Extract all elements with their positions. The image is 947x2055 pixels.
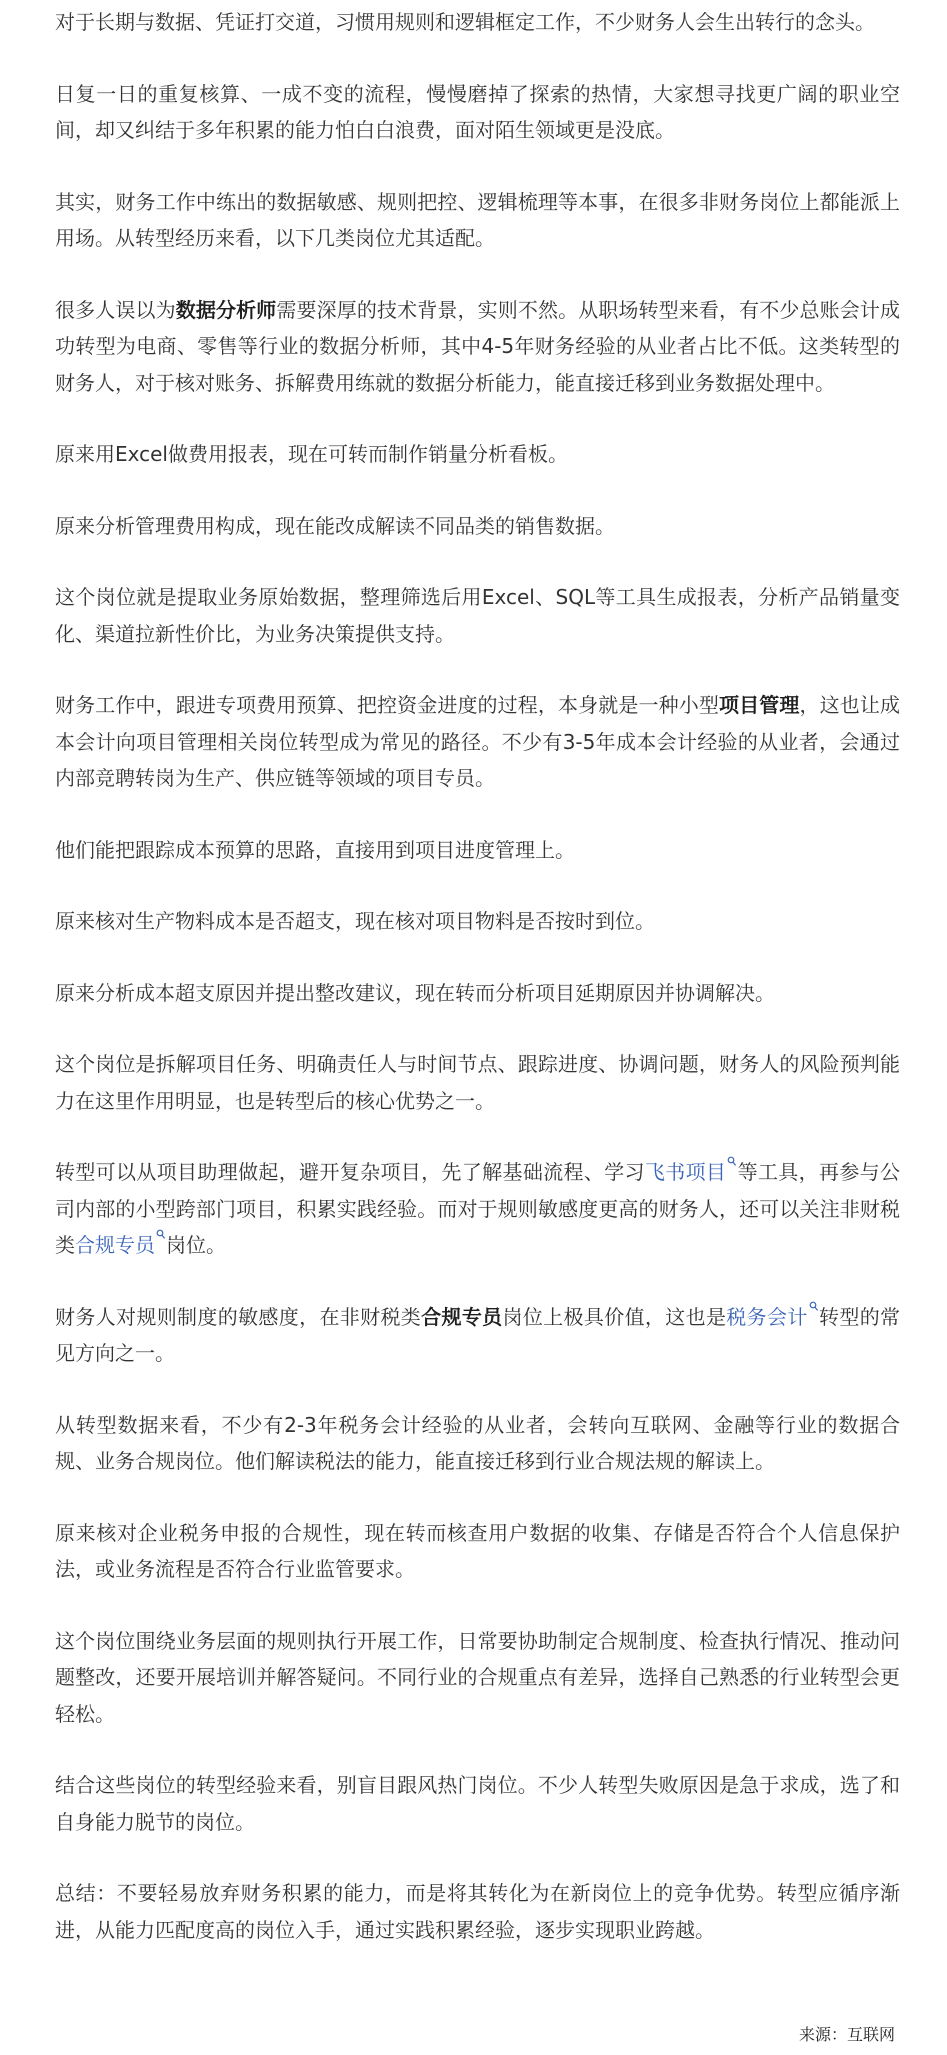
search-icon xyxy=(156,1229,166,1241)
paragraph-data-analyst xyxy=(55,292,900,402)
text-segment: 等工具，再参与公司内部的小型跨部门项目，积累实践经验。而对于规则敏感度更高的财务人，还可以关注非财税类 xyxy=(55,1160,901,1257)
text-segment: 需要深厚的技术背景，实则不然。从职场转型来看，有不少总账会计成功转型为电商、零售等行业的数据分析师，其中4-5年财务经验的从业者占比不低。这类转型的财务人，对于核对账务、拆解费用练就的数据分析能力，能直接迁移到业务数据处理中。 xyxy=(55,297,901,395)
paragraph-intro: 对于长期与数据、凭证打交道，习惯用规则和逻辑框定工作，不少财务人会生出转行的念头。 xyxy=(55,10,875,34)
paragraph-tax-transition: 从转型数据来看，不少有2-3年税务会计经验的从业者，会转向互联网、金融等行业的数据合规、业务合规岗位。他们解读税法的能力，能直接迁移到行业合规法规的解读上。 xyxy=(55,1412,900,1473)
text-segment: 岗位上极具价值，这也是 xyxy=(502,1304,727,1329)
search-icon xyxy=(727,1156,737,1168)
text-segment: 很多人误以为 xyxy=(55,297,176,322)
paragraph-pm-role: 这个岗位是拆解项目任务、明确责任人与时间节点、跟踪进度、协调问题，财务人的风险预判能力在这里作用明显，也是转型后的核心优势之一。 xyxy=(55,1052,900,1113)
source-credit: 来源：互联网 xyxy=(798,2025,895,2044)
text-segment: ，这也让成本会计向项目管理相关岗位转型成为常见的路径。不少有3-5年成本会计经验的从业者，会通过内部竞聘转岗为生产、供应链等领域的项目专员。 xyxy=(55,693,901,790)
paragraph-material-example: 原来核对生产物料成本是否超支，现在核对项目物料是否按时到位。 xyxy=(55,909,655,933)
paragraph-skills: 其实，财务工作中练出的数据敏感、规则把控、逻辑梳理等本事，在很多非财务岗位上都能派上用场。从转型经历来看，以下几类岗位尤其适配。 xyxy=(55,189,900,250)
paragraph-budget-tracking: 他们能把跟踪成本预算的思路，直接用到项目进度管理上。 xyxy=(55,837,575,862)
text-segment: 财务工作中，跟进专项费用预算、把控资金进度的过程，本身就是一种小型 xyxy=(55,693,720,717)
text-segment: 岗位。 xyxy=(166,1233,226,1257)
paragraph-project-management xyxy=(55,687,900,797)
link-tax-accountant[interactable] xyxy=(726,1305,818,1329)
paragraph-excel-example: 原来用Excel做费用报表，现在可转而制作销量分析看板。 xyxy=(55,442,568,466)
search-icon xyxy=(809,1301,819,1313)
paragraph-data-role: 这个岗位就是提取业务原始数据，整理筛选后用Excel、SQL等工具生成报表，分析产品销量变化、渠道拉新性价比，为业务决策提供支持。 xyxy=(55,585,900,646)
paragraph-compliance-role: 这个岗位围绕业务层面的规则执行开展工作，日常要协助制定合规制度、检查执行情况、推动问题整改，还要开展培训并解答疑问。不同行业的合规重点有差异，选择自己熟悉的行业转型会更轻松。 xyxy=(55,1628,900,1726)
paragraph-delay-example: 原来分析成本超支原因并提出整改建议，现在转而分析项目延期原因并协调解决。 xyxy=(55,980,775,1005)
paragraph-compliance xyxy=(55,1299,900,1372)
paragraph-motivation: 日复一日的重复核算、一成不变的流程，慢慢磨掉了探索的热情，大家想寻找更广阔的职业空间，却又纠结于多年积累的能力怕白白浪费，面对陌生领域更是没底。 xyxy=(55,81,900,142)
article-body xyxy=(55,4,900,1983)
text-segment: 财务人对规则制度的敏感度，在非财税类 xyxy=(55,1304,422,1329)
paragraph-transition-path xyxy=(55,1154,900,1264)
link-label: 飞书项目 xyxy=(644,1160,727,1184)
link-label: 税务会计 xyxy=(726,1304,808,1329)
paragraph-advice: 结合这些岗位的转型经验来看，别盲目跟风热门岗位。不少人转型失败原因是急于求成，选了和自身能力脱节的岗位。 xyxy=(55,1773,900,1834)
paragraph-privacy-example: 原来核对企业税务申报的合规性，现在转而核查用户数据的收集、存储是否符合个人信息保护法，或业务流程是否符合行业监管要求。 xyxy=(55,1520,900,1581)
link-label: 合规专员 xyxy=(75,1233,155,1257)
text-segment: 转型的常见方向之一。 xyxy=(55,1304,901,1365)
text-segment: 转型可以从项目助理做起，避开复杂项目，先了解基础流程、学习 xyxy=(55,1160,645,1184)
paragraph-summary: 总结：不要轻易放弃财务积累的能力，而是将其转化为在新岗位上的竞争优势。转型应循序渐进，从能力匹配度高的岗位入手，通过实践积累经验，逐步实现职业跨越。 xyxy=(55,1881,900,1942)
keyword-project-management: 项目管理 xyxy=(719,693,800,717)
link-compliance-specialist[interactable] xyxy=(75,1233,166,1257)
link-feishu-project[interactable] xyxy=(645,1160,737,1184)
keyword-data-analyst: 数据分析师 xyxy=(175,297,277,322)
paragraph-sales-example: 原来分析管理费用构成，现在能改成解读不同品类的销售数据。 xyxy=(55,513,615,538)
keyword-compliance-specialist: 合规专员 xyxy=(421,1304,503,1329)
